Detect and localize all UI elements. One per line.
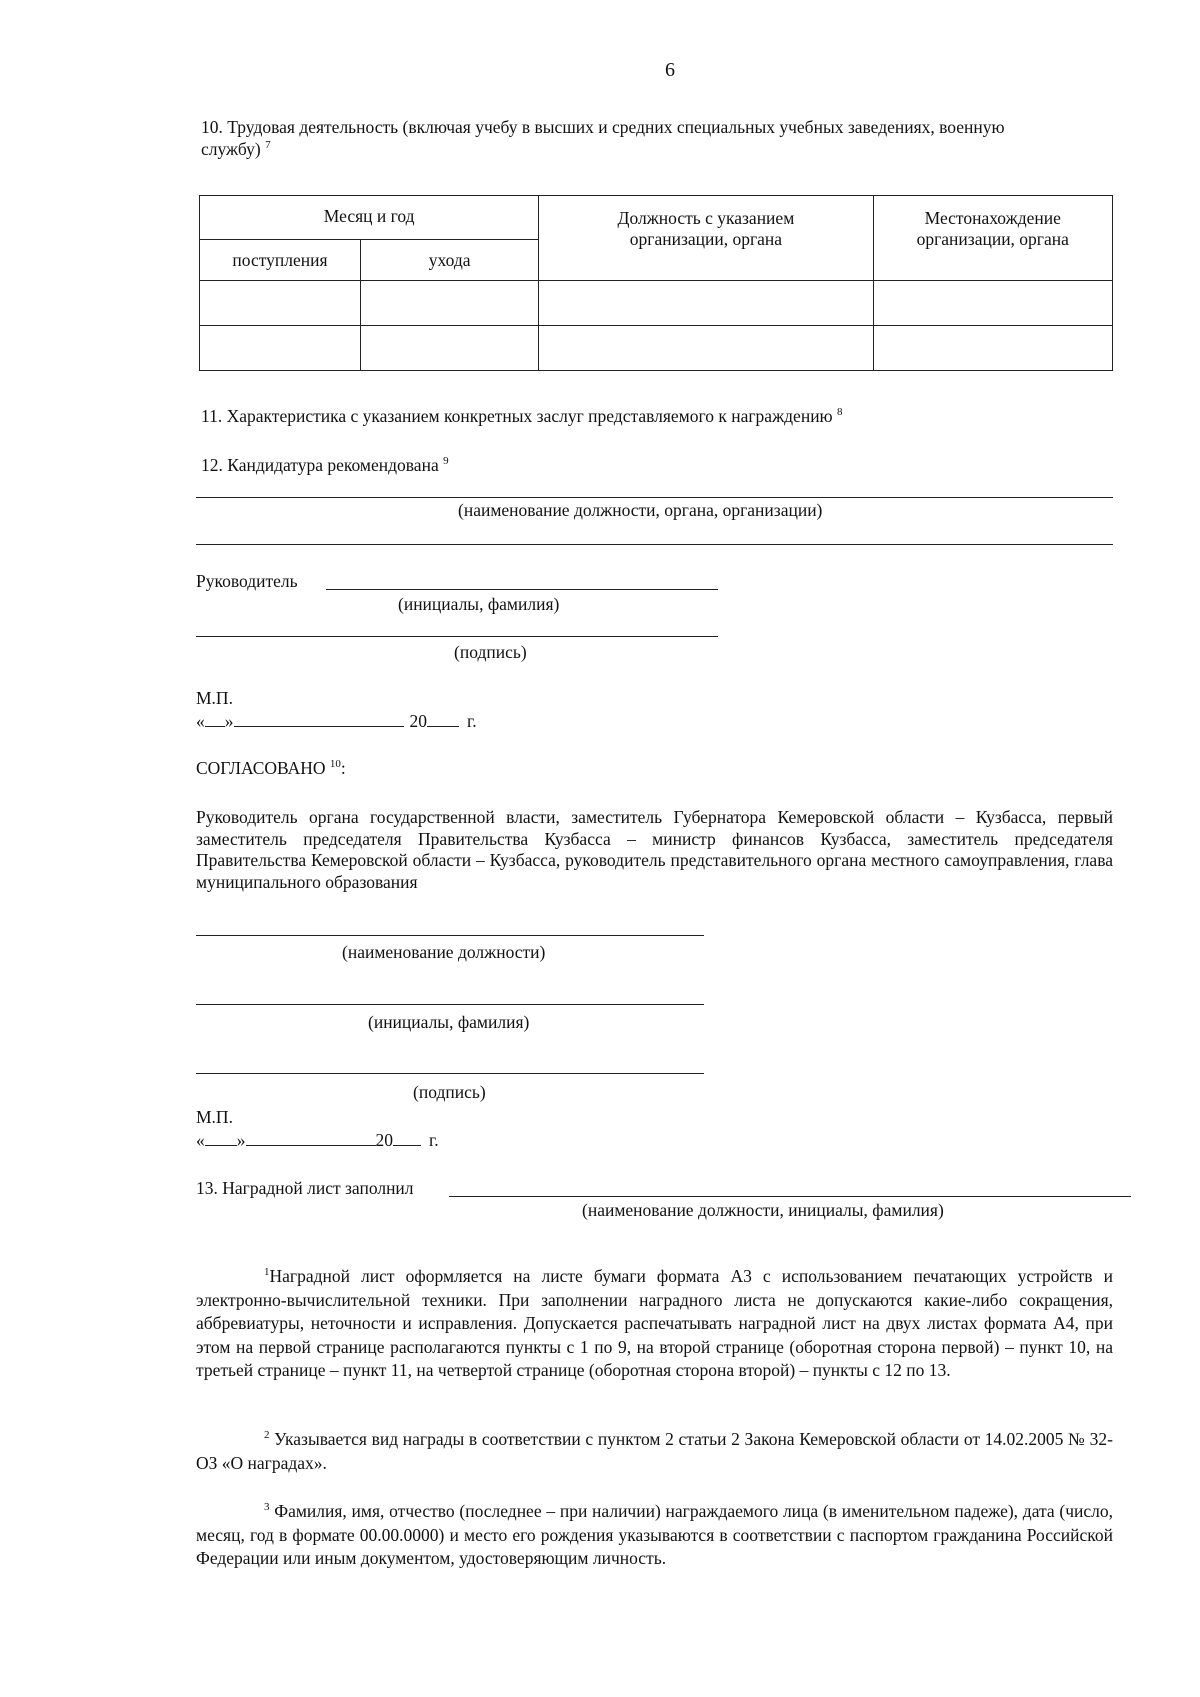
agreed-signature-caption: (подпись) <box>413 1082 486 1102</box>
section12-footnote-ref: 9 <box>443 455 449 468</box>
agreed-description: Руководитель органа государственной власти, заместитель Губернатора Кемеровской области – Кузбасса, первый заместитель председателя Правительства Кузбасса – министр финансов Кузбасса, заместитель председателя Правительства Кемеровской области – Кузбасса, руководитель представительного органа местного самоуправления, глава муниципального образования <box>196 807 1113 892</box>
org-recommend-line-2[interactable] <box>196 544 1113 545</box>
table-cell[interactable] <box>360 326 538 371</box>
section10-title-line1: 10. Трудовая деятельность (включая учебу в высших и средних специальных учебных заведениях, военную <box>201 117 1005 137</box>
section10-footnote-ref: 7 <box>265 139 271 152</box>
head-initials-caption: (инициалы, фамилия) <box>398 594 560 614</box>
agreed-date-month-blank[interactable] <box>246 1130 376 1146</box>
col-month-year-header: Месяц и год <box>200 196 539 240</box>
footnote-1-number: 1 <box>264 1266 270 1279</box>
agreed-title-text: СОГЛАСОВАНО <box>196 758 326 778</box>
footnote-1 <box>196 1265 1113 1383</box>
agreed-title <box>196 758 346 779</box>
footnote-3-number: 3 <box>264 1501 270 1514</box>
agreed-date-field <box>196 1130 439 1151</box>
footnote-3-text: Фамилия, имя, отчество (последнее – при наличии) награждаемого лица (в именительном падеже), дата (число, месяц, год в формате 00.00.0000) и место его рождения указываются в соответствии с паспортом гражданина Российской Федерации или иным документом, удостоверяющим личность. <box>196 1501 1114 1568</box>
table-row <box>200 281 1113 326</box>
org-recommend-caption: (наименование должности, органа, организации) <box>458 500 823 520</box>
work-history-table <box>199 195 1113 371</box>
date-suffix: г. <box>467 711 477 731</box>
footnote-2-text: Указывается вид награды в соответствии с пунктом 2 статьи 2 Закона Кемеровской области от 14.02.2005 № 32-ОЗ «О наградах». <box>196 1429 1114 1473</box>
section13-caption: (наименование должности, инициалы, фамилия) <box>582 1200 944 1220</box>
agreed-initials-line[interactable] <box>196 1004 704 1005</box>
footnote-2 <box>196 1428 1113 1475</box>
agreed-stamp-label: М.П. <box>196 1107 233 1127</box>
section12-text <box>201 455 449 476</box>
head-signature-line[interactable] <box>196 636 718 637</box>
date-day-blank[interactable] <box>205 711 225 727</box>
table-cell[interactable] <box>873 281 1112 326</box>
table-cell[interactable] <box>200 326 361 371</box>
date-year-prefix: 20 <box>409 711 427 731</box>
page-number: 6 <box>665 59 675 81</box>
col-position-header-line1: Должность с указанием <box>617 208 795 228</box>
footnote-2-number: 2 <box>264 1429 270 1442</box>
agreed-position-line[interactable] <box>196 935 704 936</box>
col-location-header <box>873 196 1112 281</box>
stamp-label: М.П. <box>196 688 233 708</box>
col-position-header-line2: организации, органа <box>629 229 783 249</box>
agreed-date-close-quote: » <box>236 1130 246 1150</box>
section11-label: 11. Характеристика с указанием конкретных заслуг представляемого к награждению <box>201 406 833 426</box>
section13-text: 13. Наградной лист заполнил <box>196 1178 414 1198</box>
table-cell[interactable] <box>539 281 873 326</box>
section12-label: 12. Кандидатура рекомендована <box>201 455 439 475</box>
agreed-colon: : <box>340 758 346 778</box>
agreed-initials-caption: (инициалы, фамилия) <box>368 1012 530 1032</box>
col-entry-header: поступления <box>200 240 361 281</box>
org-recommend-line[interactable] <box>196 497 1113 498</box>
date-close-quote: » <box>224 711 234 731</box>
footnote-3 <box>196 1500 1113 1571</box>
agreed-date-year-blank[interactable] <box>393 1130 421 1146</box>
date-month-blank[interactable] <box>234 711 404 727</box>
agreed-date-suffix: г. <box>429 1130 439 1150</box>
date-open-quote: « <box>196 711 205 731</box>
table-cell[interactable] <box>873 326 1112 371</box>
section10-title-line2-text: службу) <box>201 139 261 159</box>
section11-text <box>201 406 843 427</box>
col-position-header <box>539 196 873 281</box>
agreed-date-day-blank[interactable] <box>205 1130 237 1146</box>
table-cell[interactable] <box>539 326 873 371</box>
section13-line[interactable] <box>449 1196 1131 1197</box>
col-location-header-line1: Местонахождение <box>924 208 1061 228</box>
head-label: Руководитель <box>196 571 298 591</box>
table-cell[interactable] <box>360 281 538 326</box>
agreed-signature-line[interactable] <box>196 1073 704 1074</box>
col-exit-header: ухода <box>360 240 538 281</box>
head-signature-caption: (подпись) <box>454 642 527 662</box>
agreed-date-open-quote: « <box>196 1130 205 1150</box>
table-cell[interactable] <box>200 281 361 326</box>
agreed-date-year-prefix: 20 <box>375 1130 393 1150</box>
agreed-footnote-ref: 10 <box>329 758 341 771</box>
date-field <box>196 711 477 732</box>
section10-title-line2 <box>201 139 271 160</box>
section11-footnote-ref: 8 <box>837 406 843 419</box>
agreed-position-caption: (наименование должности) <box>342 942 546 962</box>
table-row <box>200 326 1113 371</box>
date-year-blank[interactable] <box>427 711 459 727</box>
head-initials-line[interactable] <box>326 589 718 590</box>
footnote-1-text: Наградной лист оформляется на листе бумаги формата А3 с использованием печатающих устройств и электронно-вычислительной техники. При заполнении наградного листа не допускаются какие-либо сокращения, аббревиатуры, неточности и исправления. Допускается распечатывать наградной лист на двух листах формата А4, при этом на первой странице располагаются пункты с 1 по 9, на второй странице (оборотная сторона первой) – пункт 10, на третьей странице – пункт 11, на четвертой странице (оборотная сторона второй) – пункты с 12 по 13. <box>196 1266 1113 1380</box>
col-location-header-line2: организации, органа <box>916 229 1069 249</box>
